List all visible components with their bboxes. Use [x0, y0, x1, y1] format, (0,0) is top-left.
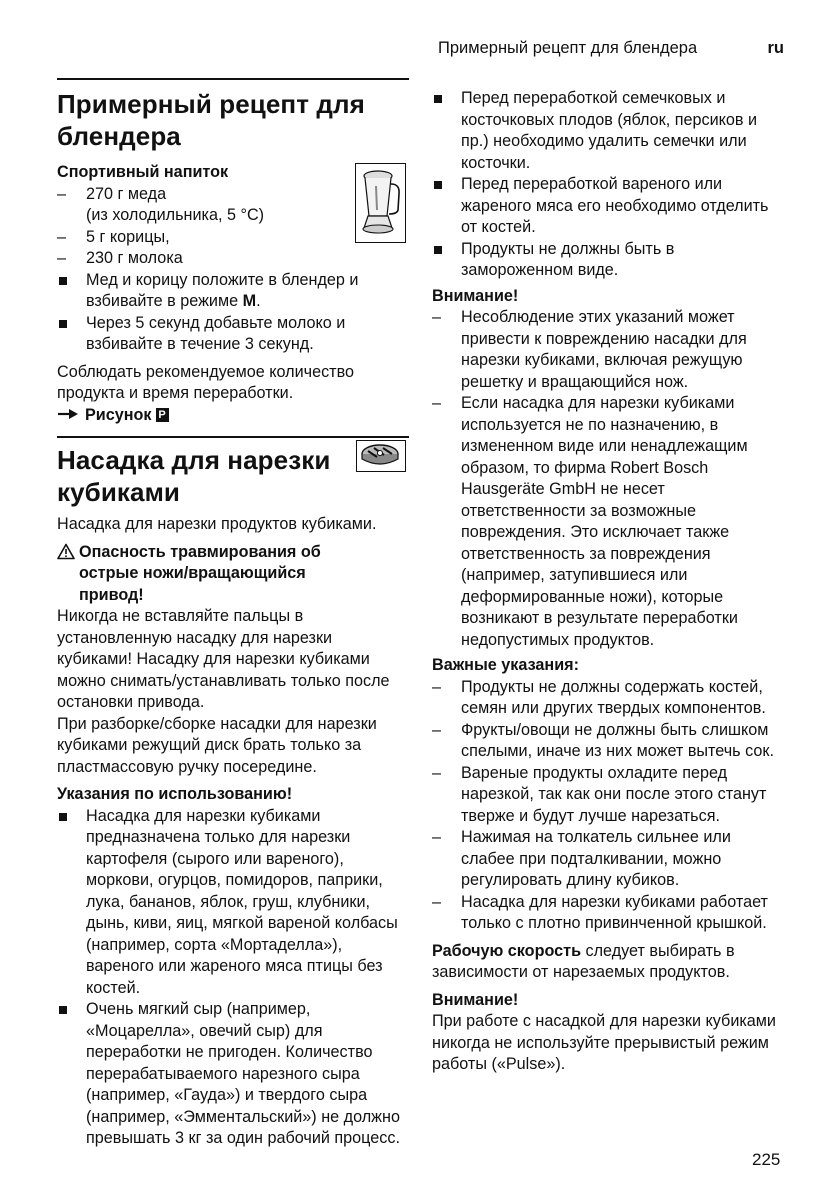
recipe-note: Соблюдать рекомендуемое количество продукта и время переработки.: [57, 362, 355, 402]
attention-item: – Если насадка для нарезки кубиками используется не по назначению, в измененном виде или ненадлежащим образом, то фирма Robert Bosch Hausgeräte GmbH не несет ответственности за возможные повреждения. Это исключает также ответственность за повреждения (например, затупившиеся или деформированные ножи), которые возникают в результате переработки недопустимых продуктов.: [432, 393, 786, 651]
ingredient-item-note: (из холодильника, 5 °C): [86, 206, 265, 224]
dash-bullet: [432, 677, 461, 699]
usage-item: Насадка для нарезки кубиками предназначена только для нарезки картофеля (сырого или вареного), моркови, огурцов, помидоров, паприки, лука, бананов, яблок, груш, клубники, дынь, киви, яиц, мягкой вареной колбасы (например, сорта «Мортаделла»), вареного или жареного мяса птицы без костей.: [86, 806, 398, 997]
important-item: – Продукты не должны содержать костей, семян или других твердых компонентов.: [432, 677, 786, 720]
dicer-section-title: Насадка для нарезки кубиками: [57, 445, 331, 507]
dash-bullet: [57, 184, 86, 206]
ingredient-item: – 5 г корицы,: [57, 227, 409, 249]
attention-item: – Несоблюдение этих указаний может привести к повреждению насадки для нарезки кубиками, включая режущую решетку и вращающийся нож.: [432, 307, 786, 393]
dash-bullet: [432, 763, 461, 785]
important-item: – Вареные продукты охладите перед нарезкой, так как они после этого станут тверже и будут лучше нарезаться.: [432, 763, 786, 828]
recipe-step: Через 5 секунд добавьте молоко и взбивайте в течение 3 секунд.: [86, 313, 346, 353]
page-number: 225: [752, 1150, 781, 1169]
running-header: [438, 38, 784, 58]
figure-reference: Рисунок P: [57, 405, 409, 427]
dash-bullet: [57, 227, 86, 249]
dash-bullet: [57, 248, 86, 270]
usage-item: Очень мягкий сыр (например, «Моцарелла», овечий сыр) для переработки не пригоден. Количество перерабатываемого нарезного сыра (например, «Гауда») и твердого сыра (например, «Эмментальский») не должно превышать 3 кг за один рабочий процесс.: [86, 1000, 400, 1147]
recipe-step: Мед и корицу положите в блендер и взбивайте в режиме M.: [86, 270, 359, 310]
section-divider: [57, 78, 409, 80]
mode-label: M: [242, 292, 257, 310]
ingredient-item: – 230 г молока: [57, 248, 409, 270]
dash-bullet: [432, 827, 461, 849]
dash-bullet: [432, 307, 461, 329]
language-code: ru: [767, 39, 784, 57]
recipe-subtitle: Спортивный напиток: [57, 163, 229, 181]
usage-item: Продукты не должны быть в замороженном виде.: [461, 239, 675, 279]
warning-paragraph: При разборке/сборке насадки для нарезки кубиками режущий диск брать только за пластмассовую ручку посередине.: [57, 714, 377, 776]
important-item: – Насадка для нарезки кубиками работает только с плотно привинченной крышкой.: [432, 892, 786, 935]
attention-title: Внимание!: [432, 990, 519, 1009]
arrow-right-icon: [57, 405, 85, 427]
important-item: – Фрукты/овощи не должны быть слишком спелыми, иначе из них может вытечь сок.: [432, 720, 786, 763]
usage-item: Перед переработкой вареного или жареного мяса его необходимо отделить от костей.: [461, 175, 769, 236]
dicing-disc-icon: [356, 440, 406, 472]
warning-paragraph: Никогда не вставляйте пальцы в установленную насадку для нарезки кубиками! Насадку для нарезки кубиками можно снимать/устанавливать только после остановки привода.: [57, 607, 390, 711]
dicer-intro: Насадка для нарезки продуктов кубиками.: [57, 515, 377, 533]
dash-bullet: [432, 720, 461, 742]
running-title: Примерный рецепт для блендера: [438, 39, 698, 57]
blender-jug-icon: [355, 163, 406, 243]
attention-title: Внимание!: [432, 286, 519, 305]
warning-heading: Опасность травмирования об острые ножи/вращающийся привод!: [57, 542, 409, 607]
attention-paragraph: При работе с насадкой для нарезки кубиками никогда не используйте прерывистый режим работы («Pulse»).: [432, 1012, 776, 1073]
left-column: [57, 78, 409, 1150]
dash-bullet: [432, 892, 461, 914]
dash-bullet: [432, 393, 461, 415]
important-title: Важные указания:: [432, 656, 579, 674]
important-item: – Нажимая на толкатель сильнее или слабее при подталкивании, можно регулировать длину кубиков.: [432, 827, 786, 892]
right-column: [432, 88, 786, 1076]
recipe-section-title: Примерный рецепт для блендера: [57, 89, 365, 151]
usage-title: Указания по использованию!: [57, 785, 293, 803]
ingredient-item: – 270 г меда: [57, 184, 409, 206]
speed-note: Рабочую скорость следует выбирать в зависимости от нарезаемых продуктов.: [432, 941, 735, 981]
warning-triangle-icon: [57, 543, 79, 567]
usage-item: Перед переработкой семечковых и косточковых плодов (яблок, персиков и пр.) необходимо удалить семечки или косточки.: [461, 89, 758, 172]
section-divider: [57, 436, 409, 438]
figure-letter-badge: P: [156, 408, 169, 422]
